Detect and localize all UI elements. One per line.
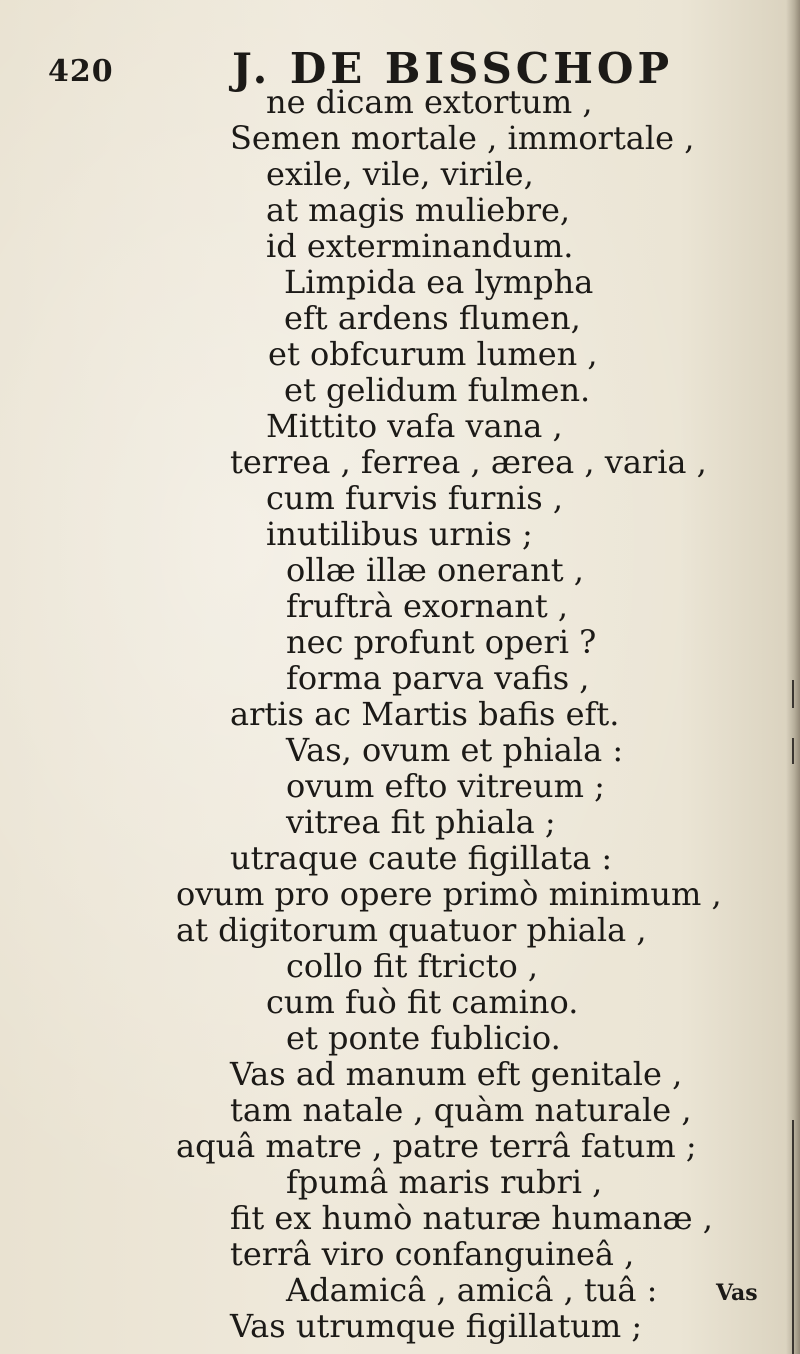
text-line: at digitorum quatuor phiala ,: [176, 911, 647, 949]
edge-mark: [792, 1120, 794, 1354]
text-line: ollæ illæ onerant ,: [286, 551, 584, 589]
text-line: Mittito vafa vana ,: [266, 407, 563, 445]
text-line: ne dicam extortum ,: [266, 83, 593, 121]
running-head: J. DE BISSCHOP: [232, 44, 674, 93]
text-line: collo fit ftricto ,: [286, 947, 539, 985]
text-line: Vas utrumque figillatum ;: [230, 1307, 643, 1345]
text-line: cum fuò fit camino.: [266, 983, 579, 1021]
text-line: eft ardens flumen,: [284, 299, 581, 337]
text-line: ovum efto vitreum ;: [286, 767, 605, 805]
text-line: et obfcurum lumen ,: [268, 335, 598, 373]
page-number: 420: [48, 54, 114, 89]
text-line: Vas ad manum eft genitale ,: [230, 1055, 683, 1093]
text-line: vitrea fit phiala ;: [286, 803, 556, 841]
text-line: tam natale , quàm naturale ,: [230, 1091, 692, 1129]
catchword: Vas: [716, 1280, 758, 1306]
text-line: cum furvis furnis ,: [266, 479, 564, 517]
text-line: at magis muliebre,: [266, 191, 571, 229]
text-line: inutilibus urnis ;: [266, 515, 533, 553]
text-line: nec profunt operi ?: [286, 623, 597, 661]
text-line: id exterminandum.: [266, 227, 574, 265]
text-line: Semen mortale , immortale ,: [230, 119, 695, 157]
text-line: artis ac Martis bafis eft.: [230, 695, 620, 733]
text-line: et gelidum fulmen.: [284, 371, 591, 409]
text-line: terrea , ferrea , ærea , varia ,: [230, 443, 707, 481]
edge-mark: [792, 680, 794, 708]
text-line: et ponte fublicio.: [286, 1019, 561, 1057]
text-line: terrâ viro confanguineâ ,: [230, 1235, 635, 1273]
edge-mark: [792, 738, 794, 764]
text-line: fpumâ maris rubri ,: [286, 1163, 603, 1201]
text-line: Limpida ea lympha: [284, 263, 594, 301]
text-line: exile, vile, virile,: [266, 155, 534, 193]
text-line: fruftrà exornant ,: [286, 587, 569, 625]
text-line: Adamicâ , amicâ , tuâ :: [286, 1271, 658, 1309]
text-line: ovum pro opere primò minimum ,: [176, 875, 722, 913]
text-line: aquâ matre , patre terrâ fatum ;: [176, 1127, 697, 1165]
text-line: forma parva vafis ,: [286, 659, 590, 697]
text-line: Vas, ovum et phiala :: [286, 731, 624, 769]
text-line: utraque caute figillata :: [230, 839, 613, 877]
text-line: fit ex humò naturæ humanæ ,: [230, 1199, 713, 1237]
